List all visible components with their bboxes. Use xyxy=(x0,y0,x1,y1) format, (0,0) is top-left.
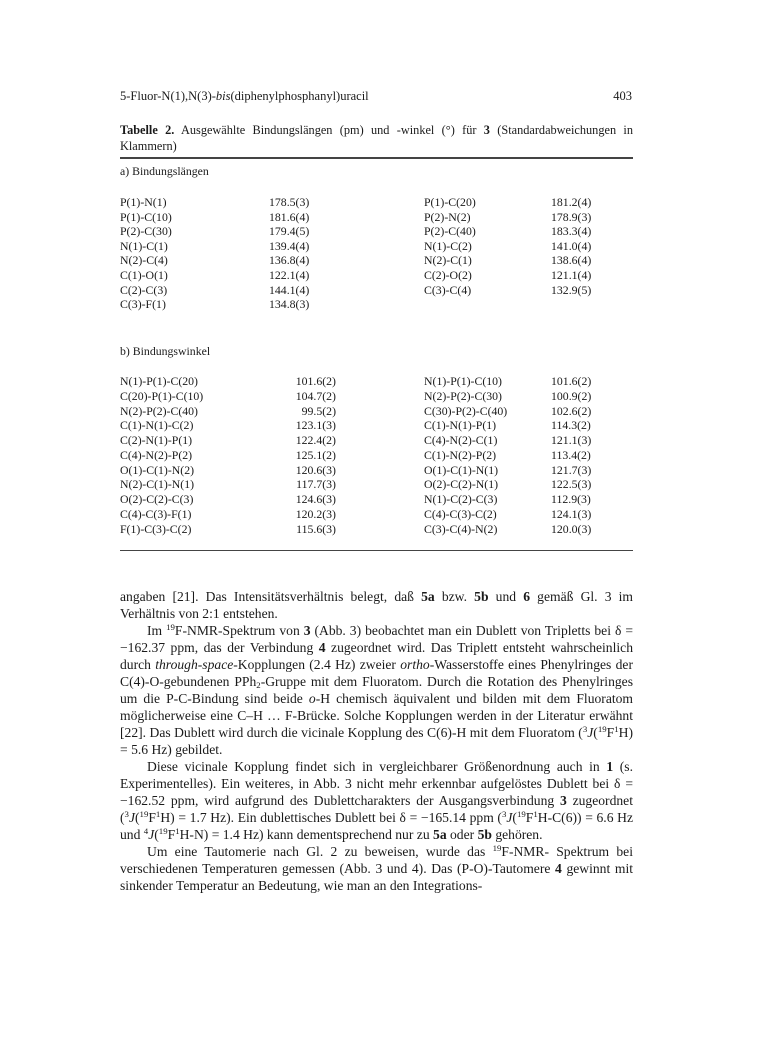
table-row xyxy=(0,195,757,210)
paragraph xyxy=(120,622,633,758)
text-run: 3 xyxy=(124,809,129,820)
paragraph xyxy=(120,588,633,622)
text-run: Diese vicinale Kopplung findet sich in vergleichbarer Größenordnung auch in xyxy=(147,759,607,774)
angle-bond-label: C(1)-N(1)-P(1) xyxy=(424,418,497,433)
text-run: H-C(6)) = 6.6 Hz und xyxy=(120,810,634,842)
angle-bond-label: O(2)-C(2)-N(1) xyxy=(424,477,499,492)
text-run: J xyxy=(506,810,513,825)
length-bond-value: 122.1(4) xyxy=(269,267,310,282)
text-run: 1 xyxy=(533,809,538,820)
text-run: F xyxy=(606,725,615,740)
angle-bond-value: 120.0(3) xyxy=(551,521,592,536)
text-run: 6 xyxy=(523,589,531,604)
text-run: 1 xyxy=(155,809,161,820)
bond-lengths-table xyxy=(0,195,757,312)
text-run: 4 xyxy=(318,640,326,655)
text-run: 4 xyxy=(555,861,562,876)
angle-bond-label: N(1)-P(1)-C(10) xyxy=(424,374,502,388)
table-row xyxy=(0,268,757,283)
angle-bond-value: 124.6(3) xyxy=(295,492,336,506)
text-run: gewinnt mit sinkender Temperatur an Bedeutung, wie man an den Integrations- xyxy=(120,861,633,893)
table-row xyxy=(0,224,757,239)
angle-bond-label: C(4)-C(3)-F(1) xyxy=(120,506,192,521)
text-run: -H chemisch äquivalent und bilden mit dem Fluoratom möglicherweise eine C–H … F-Brücke. Solche Kopplungen werden in der Literatur erwähnt [22]. Das Dublett wird durch die vicinale Kopplung des C(6)-H mit dem Fluoratom ( xyxy=(120,691,634,740)
angle-bond-value: 114.3(2) xyxy=(551,418,591,433)
angle-bond-value: 122.5(3) xyxy=(551,477,592,492)
table-row xyxy=(0,404,757,419)
text-run: oder xyxy=(446,827,478,842)
text-run: gemäß Gl. 3 im Verhältnis von 2:1 entstehen. xyxy=(120,589,634,621)
text-run: 19 xyxy=(158,826,168,837)
text-run: F-NMR- Spektrum bei verschiedenen Temperaturen gemessen (Abb. 3 und 4). Das (P-O)-Tautomere xyxy=(120,844,633,876)
text-run: H-N) = 1.4 Hz) kann dementsprechend nur zu xyxy=(179,827,434,842)
text-run: 5b xyxy=(474,589,489,604)
angle-bond-value: 124.1(3) xyxy=(551,506,592,521)
length-bond-value: 178.5(3) xyxy=(269,195,310,209)
text-run: F xyxy=(167,827,176,842)
angle-bond-label: C(4)-N(2)-C(1) xyxy=(424,433,498,447)
angle-bond-value: 102.6(2) xyxy=(551,403,592,418)
text-run: gehören. xyxy=(491,827,543,842)
length-bond-label: C(2)-O(2) xyxy=(424,267,472,282)
text-run: 5b xyxy=(477,827,492,842)
length-bond-label: C(3)-C(4) xyxy=(424,282,472,297)
table-caption: Tabelle 2. Ausgewählte Bindungslängen (pm) und -winkel (°) für 3 (Standardabweichungen in Klammern) xyxy=(120,123,633,153)
length-bond-value: 179.4(5) xyxy=(269,224,310,239)
text-run: 1 xyxy=(606,759,614,774)
text-run: 2 xyxy=(256,679,261,690)
bond-angles-table xyxy=(0,374,757,536)
text-run: angaben [21]. Das Intensitätsverhältnis belegt, daß xyxy=(120,589,422,604)
table-row xyxy=(0,253,757,268)
angle-bond-value: 115.6(3) xyxy=(296,521,336,536)
length-bond-value: 139.4(4) xyxy=(269,238,310,253)
text-run: J xyxy=(587,725,594,740)
angle-bond-label: F(1)-C(3)-C(2) xyxy=(120,521,192,536)
text-run: Im xyxy=(147,623,167,638)
text-run: 3 xyxy=(501,809,507,820)
length-bond-value: 134.8(3) xyxy=(269,297,310,312)
angle-bond-label: C(3)-C(4)-N(2) xyxy=(424,521,498,536)
angle-bond-label: N(2)-P(2)-C(30) xyxy=(424,388,502,403)
angle-bond-label: C(4)-N(2)-P(2) xyxy=(120,447,193,462)
length-bond-label: P(2)-C(30) xyxy=(120,224,172,239)
length-bond-value: 181.6(4) xyxy=(269,209,310,224)
text-run: 19 xyxy=(597,724,607,735)
angle-bond-value: 100.9(2) xyxy=(551,388,592,403)
angle-bond-value: 121.7(3) xyxy=(551,462,592,477)
table-row xyxy=(0,448,757,463)
angle-bond-label: C(2)-N(1)-P(1) xyxy=(120,433,193,447)
length-bond-value: 121.1(4) xyxy=(551,267,592,282)
length-bond-label: N(1)-C(1) xyxy=(120,238,168,253)
text-run: 4 xyxy=(143,826,149,837)
running-head xyxy=(120,89,632,105)
length-bond-value: 141.0(4) xyxy=(551,238,592,253)
section-heading-bond-lengths: a) Bindungslängen xyxy=(120,164,209,178)
angle-bond-label: C(4)-C(3)-C(2) xyxy=(424,506,497,521)
table-row xyxy=(0,210,757,225)
text-run: Um eine Tautomerie nach Gl. 2 zu beweisen, wurde das xyxy=(147,844,493,859)
angle-bond-label: C(1)-N(1)-C(2) xyxy=(120,418,194,433)
text-run: (s. Experimentelles). Ein weiteres, in Abb. 3 nicht mehr erkennbar aufgelöstes Dublett bei δ = −162.52 ppm, wird aufgrund des Dublettcharakters der Ausgangsverbindung xyxy=(120,759,633,808)
length-bond-label: P(1)-N(1) xyxy=(120,195,167,209)
table-top-rule-2 xyxy=(120,158,633,159)
angle-bond-value: 123.1(3) xyxy=(295,418,336,433)
text-run: ( xyxy=(593,725,598,740)
table-row xyxy=(0,239,757,254)
table-bottom-rule xyxy=(120,550,633,551)
length-bond-label: C(1)-O(1) xyxy=(120,267,168,282)
angle-bond-value: 117.7(3) xyxy=(296,477,336,492)
running-title: 5-Fluor-N(1),N(3)-bis(diphenylphosphanyl)uracil xyxy=(120,89,369,103)
text-run: zugeordnet wird. Das Triplett entsteht wahrscheinlich durch xyxy=(120,640,633,672)
text-run: F-NMR-Spektrum von xyxy=(174,623,304,638)
length-bond-label: P(1)-C(20) xyxy=(424,195,476,209)
table-row xyxy=(0,374,757,389)
angle-bond-value: 99.5(2) xyxy=(301,403,336,418)
angle-bond-value: 122.4(2) xyxy=(295,433,336,447)
length-bond-value: 144.1(4) xyxy=(269,282,310,297)
text-run: ( xyxy=(135,810,140,825)
text-run: bzw. xyxy=(434,589,475,604)
text-run: 19 xyxy=(516,809,526,820)
angle-bond-label: C(1)-N(2)-P(2) xyxy=(424,447,497,462)
text-run: -Gruppe mit dem Fluoratom. Durch die Rotation des Phenylringes um die P-C-Bindung sind beide xyxy=(120,674,633,706)
length-bond-value: 136.8(4) xyxy=(269,253,310,268)
table-row xyxy=(0,522,757,537)
text-run: H) = 1.7 Hz). Ein dublettisches Dublett bei δ = −165.14 ppm ( xyxy=(160,810,502,825)
angle-bond-label: O(2)-C(2)-C(3) xyxy=(120,492,194,506)
angle-bond-label: O(1)-C(1)-N(2) xyxy=(120,462,195,477)
table-row xyxy=(0,507,757,522)
length-bond-label: C(3)-F(1) xyxy=(120,297,166,312)
angle-bond-value: 101.6(2) xyxy=(551,374,592,388)
length-bond-label: N(2)-C(4) xyxy=(120,253,168,268)
text-run: ortho xyxy=(400,657,430,672)
text-run: 3 xyxy=(559,793,567,808)
text-run: und xyxy=(488,589,524,604)
text-run: ( xyxy=(512,810,517,825)
angle-bond-value: 125.1(2) xyxy=(295,447,336,462)
text-run: 3 xyxy=(582,724,588,735)
text-run: 5a xyxy=(421,589,435,604)
section-heading-bond-angles: b) Bindungswinkel xyxy=(120,344,211,358)
paragraph xyxy=(120,758,633,843)
table-row xyxy=(0,433,757,448)
angle-bond-label: C(30)-P(2)-C(40) xyxy=(424,403,508,418)
angle-bond-label: O(1)-C(1)-N(1) xyxy=(424,462,499,477)
angle-bond-label: N(1)-P(1)-C(20) xyxy=(120,374,198,388)
length-bond-label: C(2)-C(3) xyxy=(120,282,168,297)
text-run: J xyxy=(128,810,135,825)
length-bond-label: P(2)-C(40) xyxy=(424,224,476,239)
length-bond-value: 138.6(4) xyxy=(551,253,592,268)
angle-bond-label: C(20)-P(1)-C(10) xyxy=(120,388,204,403)
text-run: H) = 5.6 Hz) gebildet. xyxy=(120,725,633,757)
table-row xyxy=(0,463,757,478)
text-run: -Wasserstoffe eines Phenylringes der C(4)-O-gebundenen PPh xyxy=(120,657,633,689)
length-bond-label: P(1)-C(10) xyxy=(120,209,172,224)
text-run: ( xyxy=(154,827,159,842)
angle-bond-value: 120.6(3) xyxy=(295,462,336,477)
length-bond-value: 132.9(5) xyxy=(551,282,592,297)
length-bond-label: N(1)-C(2) xyxy=(424,238,472,253)
table-row xyxy=(0,492,757,507)
text-run: through-space xyxy=(155,657,234,672)
paragraph xyxy=(120,843,633,894)
text-run: zugeordnet ( xyxy=(120,793,633,825)
page-number: 403 xyxy=(613,89,632,103)
length-bond-label: P(2)-N(2) xyxy=(424,209,471,224)
angle-bond-value: 101.6(2) xyxy=(295,374,336,388)
text-run: 5a xyxy=(433,827,447,842)
body-text xyxy=(120,588,633,894)
length-bond-value: 181.2(4) xyxy=(551,195,592,209)
text-run: (Abb. 3) beobachtet man ein Dublett von Tripletts bei δ = −162.37 ppm, das der Verbindung xyxy=(120,623,634,655)
text-run: 3 xyxy=(303,623,311,638)
angle-bond-label: N(1)-C(2)-C(3) xyxy=(424,492,498,506)
length-bond-value: 178.9(3) xyxy=(551,209,592,224)
angle-bond-value: 113.4(2) xyxy=(551,447,591,462)
text-run: -Kopplungen (2.4 Hz) zweier xyxy=(233,657,401,672)
angle-bond-value: 120.2(3) xyxy=(295,506,336,521)
length-bond-value: 183.3(4) xyxy=(551,224,592,239)
text-run: F xyxy=(148,810,156,825)
angle-bond-value: 112.9(3) xyxy=(551,492,591,506)
text-run: F xyxy=(525,810,534,825)
table-row xyxy=(0,389,757,404)
angle-bond-value: 104.7(2) xyxy=(295,388,336,403)
length-bond-label: N(2)-C(1) xyxy=(424,253,472,268)
angle-bond-value: 121.1(3) xyxy=(551,433,592,447)
table-row xyxy=(0,283,757,298)
table-row xyxy=(0,297,757,312)
table-row xyxy=(0,418,757,433)
angle-bond-label: N(2)-C(1)-N(1) xyxy=(120,477,195,492)
text-run: 19 xyxy=(492,843,502,854)
text-run: 1 xyxy=(614,724,619,735)
table-row xyxy=(0,477,757,492)
text-run: 1 xyxy=(175,826,180,837)
text-run: J xyxy=(148,827,155,842)
text-run: 19 xyxy=(166,622,175,633)
text-run: o xyxy=(308,691,316,706)
angle-bond-label: N(2)-P(2)-C(40) xyxy=(120,403,198,418)
text-run: 19 xyxy=(139,809,149,820)
